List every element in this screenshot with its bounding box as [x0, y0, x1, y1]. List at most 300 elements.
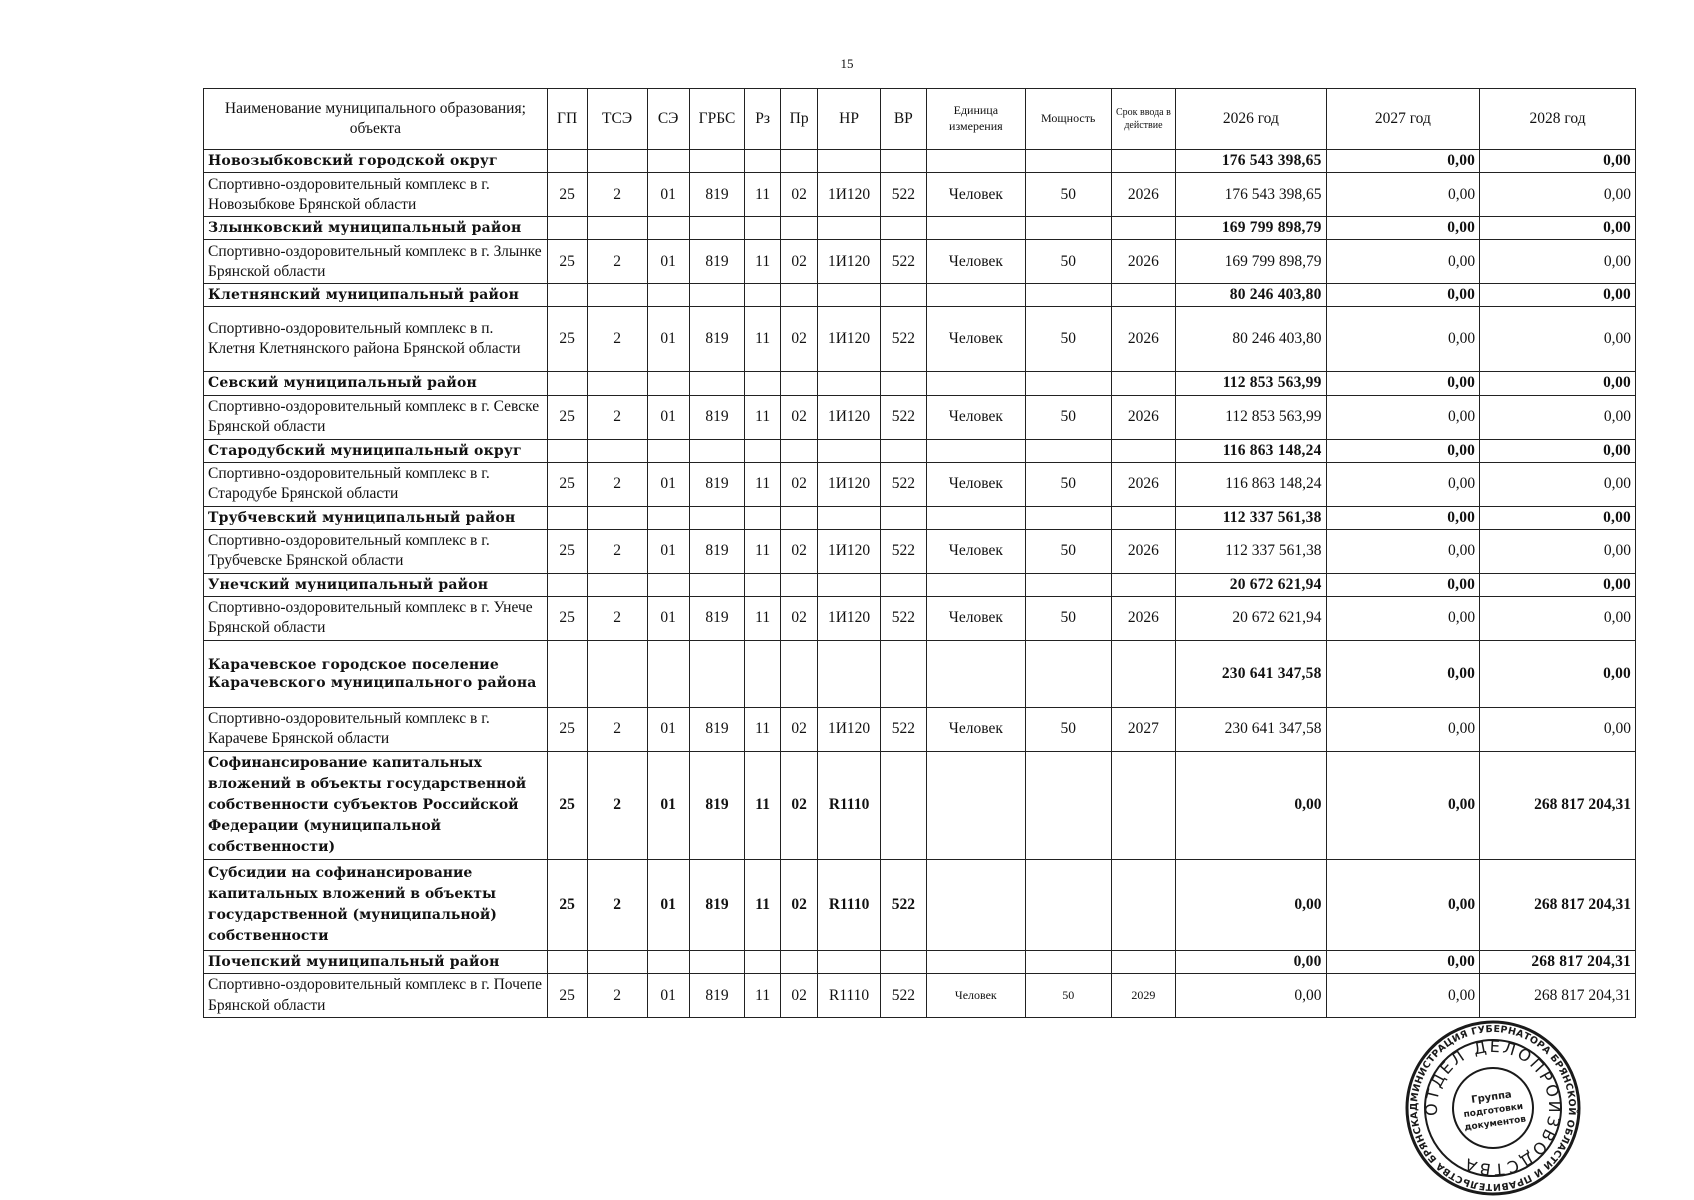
group-row [204, 150, 1636, 173]
table-row [204, 859, 1636, 950]
cell-vr [880, 150, 926, 173]
cell-nr: 1И120 [818, 707, 880, 751]
cell-y2026: 80 246 403,80 [1176, 284, 1326, 307]
cell-gp: 25 [547, 240, 587, 284]
cell-term: 2026 [1111, 596, 1175, 640]
col-header-tse: ТСЭ [587, 89, 647, 150]
cell-se: 01 [647, 529, 689, 573]
cell-y2028: 0,00 [1480, 573, 1636, 596]
cell-vr: 522 [880, 974, 926, 1018]
cell-se [647, 439, 689, 462]
cell-term [1111, 439, 1175, 462]
table-row [204, 240, 1636, 284]
cell-y2028: 0,00 [1480, 529, 1636, 573]
cell-vr: 522 [880, 596, 926, 640]
table-row [204, 173, 1636, 217]
cell-pr: 02 [780, 707, 818, 751]
cell-capacity [1025, 217, 1111, 240]
cell-pr [780, 284, 818, 307]
cell-tse [587, 150, 647, 173]
cell-grbs [689, 284, 745, 307]
cell-se: 01 [647, 751, 689, 859]
cell-tse: 2 [587, 307, 647, 372]
cell-pr: 02 [780, 307, 818, 372]
col-header-2026: 2026 год [1176, 89, 1326, 150]
cell-y2027: 0,00 [1326, 217, 1480, 240]
cell-vr: 522 [880, 462, 926, 506]
cell-y2026: 0,00 [1176, 751, 1326, 859]
row-name: Карачевское городское поселение Карачевского муниципального района [204, 640, 548, 707]
cell-nr [818, 640, 880, 707]
cell-y2027: 0,00 [1326, 240, 1480, 284]
cell-grbs [689, 506, 745, 529]
cell-rz: 11 [745, 307, 780, 372]
cell-y2028: 0,00 [1480, 150, 1636, 173]
cell-y2027: 0,00 [1326, 173, 1480, 217]
cell-capacity [1025, 950, 1111, 973]
cell-grbs [689, 150, 745, 173]
cell-rz [745, 150, 780, 173]
cell-y2027: 0,00 [1326, 372, 1480, 395]
col-header-capacity: Мощность [1025, 89, 1111, 150]
cell-rz [745, 506, 780, 529]
cell-y2027: 0,00 [1326, 395, 1480, 439]
cell-y2027: 0,00 [1326, 751, 1480, 859]
cell-grbs: 819 [689, 173, 745, 217]
cell-tse [587, 439, 647, 462]
cell-unit: Человек [926, 974, 1025, 1018]
cell-y2028: 0,00 [1480, 307, 1636, 372]
row-name: Новозыбковский городской округ [204, 150, 548, 173]
cell-y2026: 230 641 347,58 [1176, 707, 1326, 751]
cell-y2026: 169 799 898,79 [1176, 240, 1326, 284]
cell-tse [587, 217, 647, 240]
cell-gp: 25 [547, 173, 587, 217]
cell-tse: 2 [587, 462, 647, 506]
cell-rz: 11 [745, 173, 780, 217]
stamp-outer-word: ОТДЕЛ ДЕЛОПРОИЗВОДСТВА [1421, 1036, 1565, 1180]
cell-y2028: 268 817 204,31 [1480, 751, 1636, 859]
cell-grbs [689, 640, 745, 707]
col-header-unit: Единица измерения [926, 89, 1025, 150]
cell-y2027: 0,00 [1326, 284, 1480, 307]
table-row [204, 751, 1636, 859]
cell-capacity [1025, 573, 1111, 596]
col-header-2027: 2027 год [1326, 89, 1480, 150]
cell-rz: 11 [745, 240, 780, 284]
cell-grbs [689, 950, 745, 973]
cell-rz [745, 439, 780, 462]
cell-grbs: 819 [689, 974, 745, 1018]
cell-rz: 11 [745, 974, 780, 1018]
cell-pr: 02 [780, 974, 818, 1018]
cell-term: 2027 [1111, 707, 1175, 751]
cell-se: 01 [647, 596, 689, 640]
cell-term [1111, 150, 1175, 173]
cell-y2028: 0,00 [1480, 506, 1636, 529]
cell-nr [818, 372, 880, 395]
cell-y2027: 0,00 [1326, 439, 1480, 462]
group-row [204, 439, 1636, 462]
cell-vr: 522 [880, 529, 926, 573]
cell-y2027: 0,00 [1326, 859, 1480, 950]
col-header-2028: 2028 год [1480, 89, 1636, 150]
cell-capacity [1025, 751, 1111, 859]
cell-y2026: 112 337 561,38 [1176, 529, 1326, 573]
cell-rz [745, 573, 780, 596]
cell-capacity [1025, 506, 1111, 529]
cell-gp: 25 [547, 462, 587, 506]
table-row [204, 707, 1636, 751]
cell-tse: 2 [587, 395, 647, 439]
cell-gp [547, 372, 587, 395]
cell-y2027: 0,00 [1326, 150, 1480, 173]
cell-pr: 02 [780, 529, 818, 573]
cell-vr [880, 950, 926, 973]
col-header-gp: ГП [547, 89, 587, 150]
cell-rz [745, 372, 780, 395]
col-header-se: СЭ [647, 89, 689, 150]
cell-grbs: 819 [689, 395, 745, 439]
cell-y2027: 0,00 [1326, 462, 1480, 506]
cell-y2028: 0,00 [1480, 462, 1636, 506]
cell-nr: R1110 [818, 859, 880, 950]
cell-y2026: 20 672 621,94 [1176, 573, 1326, 596]
cell-y2026: 0,00 [1176, 950, 1326, 973]
cell-capacity: 50 [1025, 240, 1111, 284]
cell-term [1111, 372, 1175, 395]
cell-unit [926, 573, 1025, 596]
cell-rz: 11 [745, 859, 780, 950]
cell-tse [587, 372, 647, 395]
cell-rz: 11 [745, 596, 780, 640]
row-name: Спортивно-оздоровительный комплекс в г. Новозыбкове Брянской области [204, 173, 548, 217]
table-row [204, 974, 1636, 1018]
row-name: Спортивно-оздоровительный комплекс в г. Унече Брянской области [204, 596, 548, 640]
cell-nr [818, 217, 880, 240]
cell-y2028: 0,00 [1480, 240, 1636, 284]
cell-unit [926, 751, 1025, 859]
cell-pr [780, 439, 818, 462]
cell-vr: 522 [880, 173, 926, 217]
cell-tse [587, 573, 647, 596]
cell-se: 01 [647, 707, 689, 751]
cell-vr [880, 506, 926, 529]
stamp-center-line-1: Группа [1470, 1089, 1513, 1106]
cell-se: 01 [647, 173, 689, 217]
cell-y2026: 20 672 621,94 [1176, 596, 1326, 640]
cell-unit [926, 439, 1025, 462]
cell-y2026: 112 853 563,99 [1176, 372, 1326, 395]
cell-gp: 25 [547, 529, 587, 573]
cell-gp [547, 284, 587, 307]
cell-gp: 25 [547, 707, 587, 751]
cell-capacity: 50 [1025, 529, 1111, 573]
cell-term: 2026 [1111, 529, 1175, 573]
cell-tse: 2 [587, 240, 647, 284]
cell-se [647, 284, 689, 307]
cell-tse: 2 [587, 974, 647, 1018]
cell-nr: R1110 [818, 974, 880, 1018]
group-row [204, 950, 1636, 973]
cell-term [1111, 573, 1175, 596]
cell-y2027: 0,00 [1326, 573, 1480, 596]
cell-nr [818, 439, 880, 462]
cell-se: 01 [647, 462, 689, 506]
cell-capacity: 50 [1025, 596, 1111, 640]
cell-nr [818, 950, 880, 973]
group-row [204, 372, 1636, 395]
cell-term: 2026 [1111, 173, 1175, 217]
cell-rz [745, 640, 780, 707]
cell-y2028: 0,00 [1480, 395, 1636, 439]
cell-se: 01 [647, 307, 689, 372]
header-row [204, 89, 1636, 150]
row-name: Спортивно-оздоровительный комплекс в г. Севске Брянской области [204, 395, 548, 439]
cell-y2027: 0,00 [1326, 640, 1480, 707]
cell-y2026: 0,00 [1176, 974, 1326, 1018]
cell-capacity: 50 [1025, 462, 1111, 506]
cell-capacity [1025, 150, 1111, 173]
cell-tse: 2 [587, 596, 647, 640]
cell-grbs: 819 [689, 462, 745, 506]
group-row [204, 217, 1636, 240]
cell-se [647, 217, 689, 240]
cell-term [1111, 751, 1175, 859]
cell-gp [547, 506, 587, 529]
cell-pr: 02 [780, 462, 818, 506]
cell-pr [780, 573, 818, 596]
cell-unit: Человек [926, 529, 1025, 573]
budget-table [203, 88, 1636, 1018]
cell-gp [547, 640, 587, 707]
cell-unit [926, 640, 1025, 707]
cell-gp [547, 439, 587, 462]
cell-pr [780, 640, 818, 707]
cell-rz [745, 217, 780, 240]
cell-vr: 522 [880, 395, 926, 439]
cell-vr: 522 [880, 307, 926, 372]
cell-unit: Человек [926, 596, 1025, 640]
cell-se [647, 573, 689, 596]
row-name: Клетнянский муниципальный район [204, 284, 548, 307]
cell-term: 2026 [1111, 462, 1175, 506]
cell-y2026: 116 863 148,24 [1176, 439, 1326, 462]
cell-grbs [689, 372, 745, 395]
cell-y2026: 80 246 403,80 [1176, 307, 1326, 372]
cell-term: 2026 [1111, 395, 1175, 439]
cell-nr: 1И120 [818, 529, 880, 573]
row-name: Спортивно-оздоровительный комплекс в г. Стародубе Брянской области [204, 462, 548, 506]
cell-grbs [689, 217, 745, 240]
cell-grbs: 819 [689, 307, 745, 372]
cell-vr: 522 [880, 707, 926, 751]
cell-nr: 1И120 [818, 307, 880, 372]
cell-y2028: 0,00 [1480, 640, 1636, 707]
cell-y2027: 0,00 [1326, 950, 1480, 973]
cell-y2028: 268 817 204,31 [1480, 859, 1636, 950]
row-name: Софинансирование капитальных вложений в объекты государственной собственности субъектов Российской Федерации (муниципальной собственности) [204, 751, 548, 859]
cell-pr: 02 [780, 751, 818, 859]
cell-y2028: 0,00 [1480, 707, 1636, 751]
table-row [204, 395, 1636, 439]
row-name: Почепский муниципальный район [204, 950, 548, 973]
cell-y2028: 268 817 204,31 [1480, 950, 1636, 973]
cell-y2027: 0,00 [1326, 307, 1480, 372]
row-name: Унечский муниципальный район [204, 573, 548, 596]
cell-se: 01 [647, 974, 689, 1018]
col-header-term: Срок ввода в действие [1111, 89, 1175, 150]
cell-capacity: 50 [1025, 395, 1111, 439]
cell-y2028: 0,00 [1480, 217, 1636, 240]
cell-y2026: 0,00 [1176, 859, 1326, 950]
cell-y2026: 230 641 347,58 [1176, 640, 1326, 707]
group-row [204, 284, 1636, 307]
stamp-center-line-2: подготовки [1462, 1101, 1524, 1121]
cell-se [647, 150, 689, 173]
row-name: Спортивно-оздоровительный комплекс в г. Трубчевске Брянской области [204, 529, 548, 573]
cell-vr [880, 439, 926, 462]
cell-se: 01 [647, 395, 689, 439]
cell-capacity: 50 [1025, 707, 1111, 751]
cell-grbs: 819 [689, 529, 745, 573]
cell-gp [547, 217, 587, 240]
table-row [204, 462, 1636, 506]
stamp-ring-text: АДМИНИСТРАЦИЯ ГУБЕРНАТОРА БРЯНСКОЙ ОБЛАСТИ И ПРАВИТЕЛЬСТВА БРЯНСКОЙ [1408, 1023, 1578, 1193]
cell-tse: 2 [587, 859, 647, 950]
cell-y2027: 0,00 [1326, 974, 1480, 1018]
cell-y2026: 169 799 898,79 [1176, 217, 1326, 240]
row-name: Субсидии на софинансирование капитальных вложений в объекты государственной (муниципальной) собственности [204, 859, 548, 950]
cell-grbs: 819 [689, 707, 745, 751]
cell-rz: 11 [745, 462, 780, 506]
cell-vr: 522 [880, 859, 926, 950]
cell-gp: 25 [547, 307, 587, 372]
row-name: Злынковский муниципальный район [204, 217, 548, 240]
cell-grbs: 819 [689, 596, 745, 640]
row-name: Спортивно-оздоровительный комплекс в г. Почепе Брянской области [204, 974, 548, 1018]
cell-pr [780, 950, 818, 973]
cell-term: 2026 [1111, 240, 1175, 284]
row-name: Стародубский муниципальный округ [204, 439, 548, 462]
cell-unit [926, 859, 1025, 950]
cell-tse: 2 [587, 707, 647, 751]
cell-y2028: 0,00 [1480, 173, 1636, 217]
cell-pr: 02 [780, 240, 818, 284]
row-name: Спортивно-оздоровительный комплекс в п. Клетня Клетнянского района Брянской области [204, 307, 548, 372]
cell-y2026: 116 863 148,24 [1176, 462, 1326, 506]
cell-capacity [1025, 859, 1111, 950]
cell-unit: Человек [926, 307, 1025, 372]
page-number: 15 [840, 56, 854, 71]
cell-y2028: 0,00 [1480, 372, 1636, 395]
cell-term [1111, 217, 1175, 240]
cell-y2026: 112 337 561,38 [1176, 506, 1326, 529]
cell-vr [880, 284, 926, 307]
table-row [204, 596, 1636, 640]
group-row [204, 573, 1636, 596]
cell-term [1111, 284, 1175, 307]
cell-se: 01 [647, 240, 689, 284]
cell-capacity [1025, 372, 1111, 395]
cell-term: 2029 [1111, 974, 1175, 1018]
cell-unit [926, 284, 1025, 307]
cell-vr [880, 640, 926, 707]
row-name: Спортивно-оздоровительный комплекс в г. Карачеве Брянской области [204, 707, 548, 751]
cell-rz: 11 [745, 529, 780, 573]
cell-unit: Человек [926, 395, 1025, 439]
cell-se: 01 [647, 859, 689, 950]
cell-tse: 2 [587, 529, 647, 573]
cell-y2027: 0,00 [1326, 707, 1480, 751]
cell-pr: 02 [780, 596, 818, 640]
cell-nr [818, 506, 880, 529]
cell-rz: 11 [745, 395, 780, 439]
cell-vr [880, 573, 926, 596]
cell-pr [780, 217, 818, 240]
cell-y2028: 0,00 [1480, 439, 1636, 462]
cell-grbs [689, 573, 745, 596]
cell-term: 2026 [1111, 307, 1175, 372]
cell-rz [745, 284, 780, 307]
cell-capacity [1025, 439, 1111, 462]
cell-nr: 1И120 [818, 596, 880, 640]
cell-capacity: 50 [1025, 974, 1111, 1018]
office-stamp [1403, 1018, 1583, 1198]
cell-gp [547, 950, 587, 973]
col-header-grbs: ГРБС [689, 89, 745, 150]
cell-gp: 25 [547, 395, 587, 439]
cell-y2027: 0,00 [1326, 596, 1480, 640]
cell-unit: Человек [926, 240, 1025, 284]
cell-unit [926, 217, 1025, 240]
cell-gp [547, 150, 587, 173]
cell-vr [880, 372, 926, 395]
cell-unit: Человек [926, 173, 1025, 217]
stamp-center-line-3: документов [1463, 1114, 1527, 1134]
cell-tse: 2 [587, 173, 647, 217]
cell-nr [818, 573, 880, 596]
table-row [204, 307, 1636, 372]
cell-y2028: 0,00 [1480, 596, 1636, 640]
cell-y2028: 0,00 [1480, 284, 1636, 307]
cell-nr: R1110 [818, 751, 880, 859]
cell-gp: 25 [547, 974, 587, 1018]
cell-grbs: 819 [689, 751, 745, 859]
cell-capacity: 50 [1025, 307, 1111, 372]
cell-y2026: 176 543 398,65 [1176, 173, 1326, 217]
cell-pr [780, 506, 818, 529]
cell-gp: 25 [547, 751, 587, 859]
cell-se [647, 372, 689, 395]
cell-unit [926, 372, 1025, 395]
cell-gp: 25 [547, 596, 587, 640]
cell-vr [880, 217, 926, 240]
cell-pr [780, 372, 818, 395]
cell-grbs: 819 [689, 859, 745, 950]
cell-nr [818, 284, 880, 307]
col-header-name: Наименование муниципального образования; объекта [204, 89, 548, 150]
row-name: Трубчевский муниципальный район [204, 506, 548, 529]
cell-vr: 522 [880, 240, 926, 284]
cell-unit [926, 950, 1025, 973]
cell-rz: 11 [745, 751, 780, 859]
cell-term [1111, 506, 1175, 529]
cell-nr [818, 150, 880, 173]
cell-unit [926, 506, 1025, 529]
cell-gp [547, 573, 587, 596]
cell-gp: 25 [547, 859, 587, 950]
